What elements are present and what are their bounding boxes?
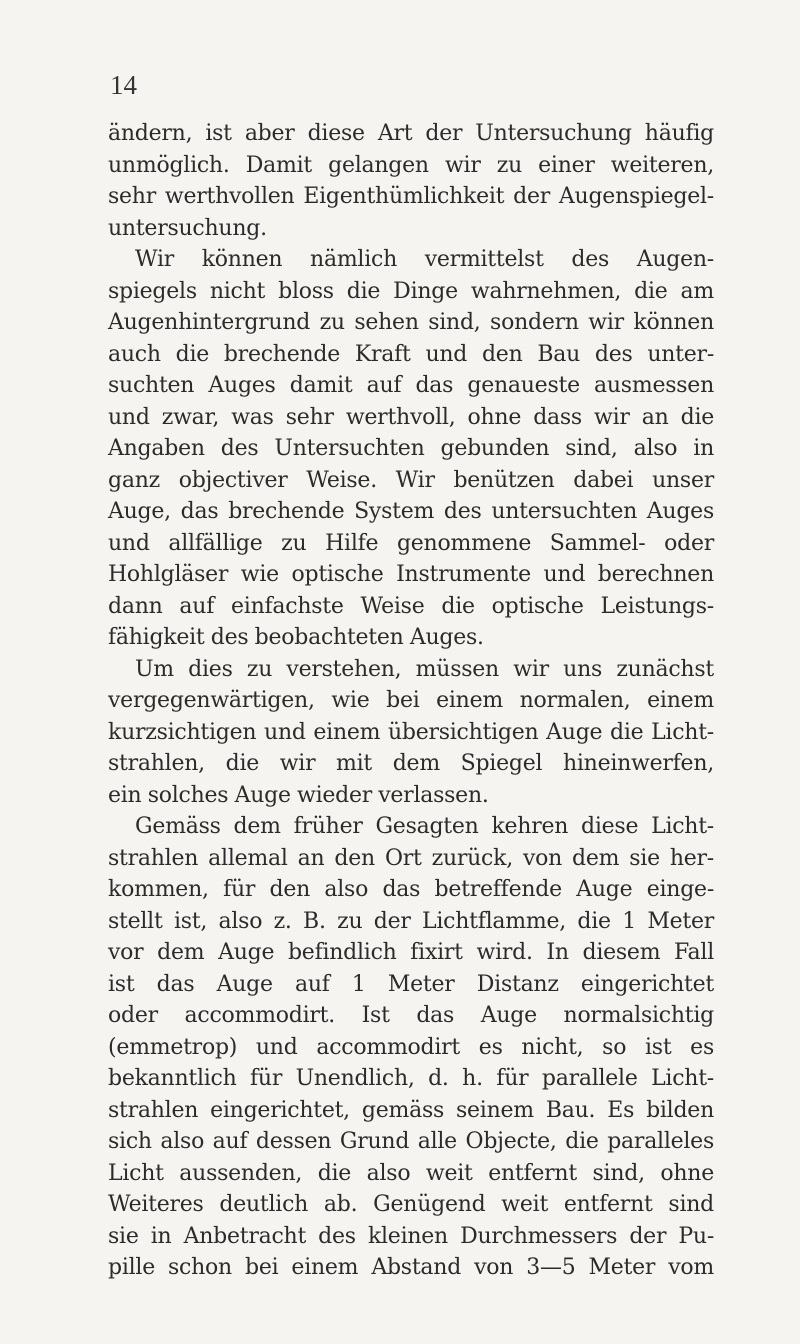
text-line: strahlen eingerichtet, gemäss seinem Bau. Es bilden [108, 1097, 714, 1123]
text-line: und zwar, was sehr werthvoll, ohne dass wir an die [108, 404, 714, 430]
text-line: dann auf einfachste Weise die optische Leistungs- [108, 593, 714, 619]
text-line: strahlen, die wir mit dem Spiegel hineinwerfen, [108, 751, 714, 776]
text-line: Angaben des Untersuchten gebunden sind, also in [108, 436, 714, 461]
text-line: sie in Anbetracht des kleinen Durchmessers der Pu- [108, 1223, 714, 1249]
text-line: untersuchung. [108, 215, 267, 241]
text-line: auch die brechende Kraft und den Bau des unter- [108, 341, 714, 367]
paragraph-start-line: Wir können nämlich vermittelst des Augen- [135, 247, 714, 272]
text-line: suchten Auges damit auf das genaueste ausmessen [108, 373, 714, 398]
text-line: kurzsichtigen und einem übersichtigen Auge die Licht- [108, 719, 714, 745]
text-line: spiegels nicht bloss die Dinge wahrnehmen, die am [108, 278, 714, 304]
text-line: bekanntlich für Unendlich, d. h. für parallele Licht- [108, 1066, 714, 1091]
text-line: Auge, das brechende System des untersuchten Auges [108, 499, 714, 524]
text-line: strahlen allemal an den Ort zurück, von dem sie her- [108, 845, 714, 871]
text-line: unmöglich. Damit gelangen wir zu einer weiteren, [108, 152, 714, 178]
text-line: Augenhintergrund zu sehen sind, sondern wir können [108, 310, 714, 335]
body-text [108, 118, 714, 1284]
text-line: ganz objectiver Weise. Wir benützen dabei unser [108, 467, 714, 493]
text-line: stellt ist, also z. B. zu der Lichtflamme, die 1 Meter [108, 908, 714, 934]
text-line: (emmetrop) und accommodirt es nicht, so ist es [108, 1034, 714, 1060]
text-line: fähigkeit des beobachteten Auges. [108, 625, 484, 650]
page-number: 14 [110, 70, 137, 100]
text-line: ist das Auge auf 1 Meter Distanz eingerichtet [108, 971, 714, 997]
text-line: Hohlgläser wie optische Instrumente und berechnen [108, 562, 714, 587]
text-line: und allfällige zu Hilfe genommene Sammel- oder [108, 530, 714, 556]
text-line: vor dem Auge befindlich fixirt wird. In diesem Fall [108, 940, 714, 965]
text-line: sehr werthvollen Eigenthümlichkeit der Augenspiegel- [108, 184, 714, 209]
text-line: kommen, für den also das betreffende Auge einge- [108, 877, 714, 902]
text-line: ändern, ist aber diese Art der Untersuchung häufig [108, 121, 714, 146]
text-line: oder accommodirt. Ist das Auge normalsichtig [108, 1003, 714, 1028]
paragraph-start-line: Um dies zu verstehen, müssen wir uns zunächst [135, 656, 714, 682]
text-line: sich also auf dessen Grund alle Objecte, die paralleles [108, 1129, 714, 1154]
text-line: ein solches Auge wieder verlassen. [108, 782, 489, 808]
text-line: pille schon bei einem Abstand von 3—5 Meter vom [108, 1255, 714, 1280]
paragraph-start-line: Gemäss dem früher Gesagten kehren diese Licht- [135, 814, 714, 839]
text-line: Weiteres deutlich ab. Genügend weit entfernt sind [108, 1192, 714, 1217]
text-line: Licht aussenden, die also weit entfernt sind, ohne [108, 1160, 714, 1186]
text-line: vergegenwärtigen, wie bei einem normalen, einem [108, 688, 714, 713]
